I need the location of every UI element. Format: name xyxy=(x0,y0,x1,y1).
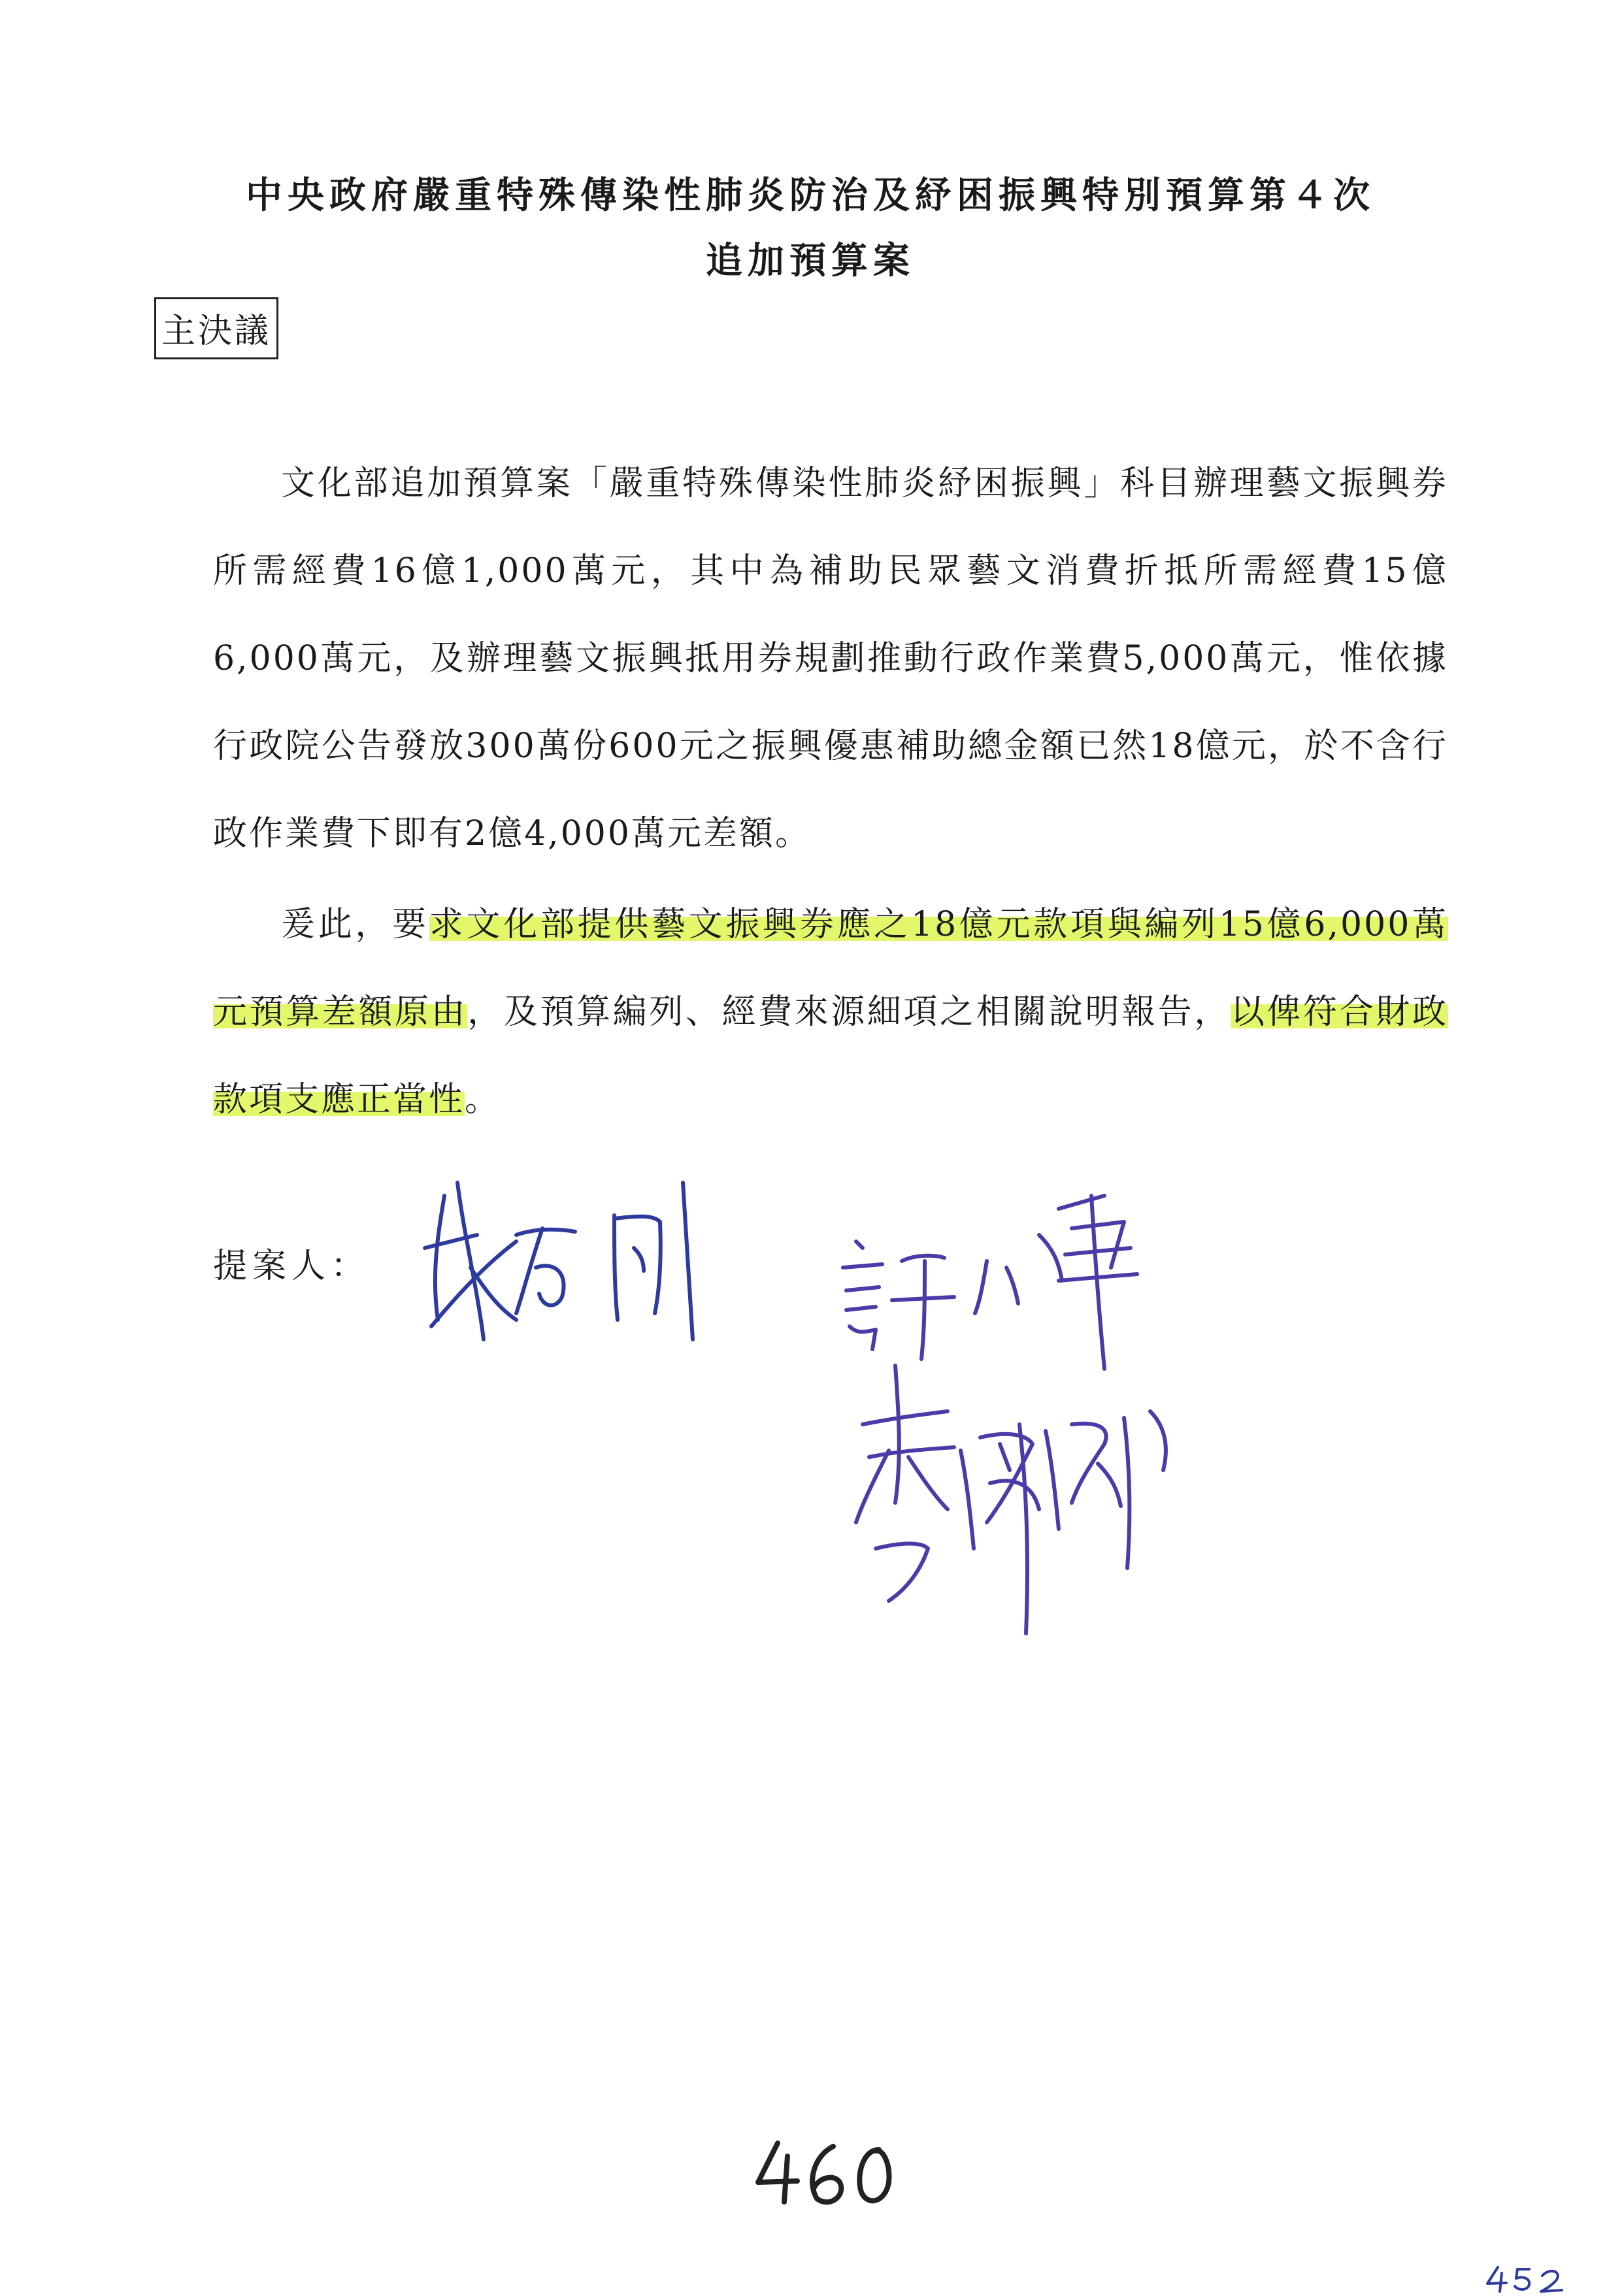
paragraph-2 xyxy=(213,881,1448,1143)
paragraph-1 xyxy=(213,440,1448,877)
proposer-label: 提案人： xyxy=(213,1247,371,1286)
paragraph-2-text xyxy=(213,881,1448,1143)
highlighted-text-1: 求文化部提供藝文振興券應之18億元款項與編列15億6,000萬元預算差額原由 xyxy=(213,905,1448,1032)
paragraph-2-part-1: 爰此，要 xyxy=(281,905,429,944)
signature-2 xyxy=(830,1170,1144,1372)
paragraph-2-part-3: 。 xyxy=(465,1080,501,1119)
handwritten-sheet-number xyxy=(1483,2264,1568,2296)
signature-1 xyxy=(418,1156,699,1353)
resolution-tag: 主決議 xyxy=(154,297,278,359)
handwritten-page-number xyxy=(752,2137,895,2211)
document-title-line-1: 中央政府嚴重特殊傳染性肺炎防治及紓困振興特別預算第４次 xyxy=(246,174,1375,217)
paragraph-1-text: 文化部追加預算案「嚴重特殊傳染性肺炎紓困振興」科目辦理藝文振興券所需經費16億1,000萬元，其中為補助民眾藝文消費折抵所需經費15億6,000萬元，及辦理藝文振興抵用券規劃推動行政作業費5,000萬元，惟依據行政院公告發放300萬份600元之振興優惠補助總金額已然18億元，於不含行政作業費下即有2億4,000萬元差額。 xyxy=(213,464,1448,853)
paragraph-2-part-2: ，及預算編列、經費來源細項之相關說明報告， xyxy=(467,992,1231,1032)
signature-3 xyxy=(850,1353,1189,1640)
document-title-line-2: 追加預算案 xyxy=(706,239,915,282)
highlighted-text-2: 以俾符合財政款項支應正當性 xyxy=(213,992,1448,1119)
